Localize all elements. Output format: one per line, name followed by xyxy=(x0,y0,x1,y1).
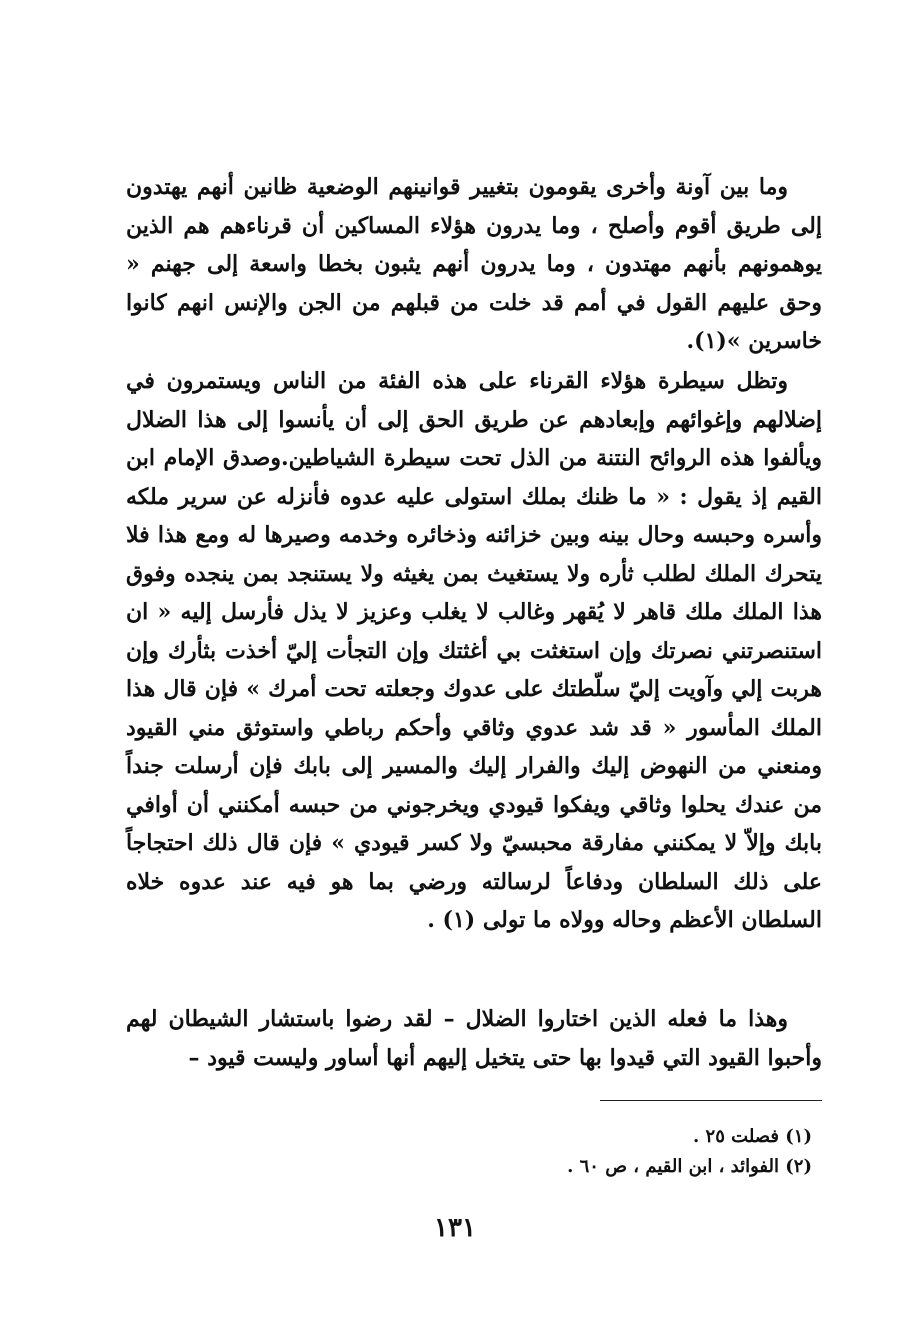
footnote-2: (٢) الفوائد ، ابن القيم ، ص ٦٠ . xyxy=(567,1156,812,1177)
body-paragraph-1 xyxy=(126,168,822,361)
page-number: ١٣١ xyxy=(434,1213,476,1243)
footnote-divider xyxy=(600,1100,822,1101)
paragraph-text: وهذا ما فعله الذين اختاروا الضلال – لقد رضوا باستشار الشيطان لهم وأحبوا القيود التي قيدوا بها حتى يتخيل إليهم أنها أساور وليست قيود – xyxy=(126,1006,822,1071)
footnote-1: (١) فصلت ٢٥ . xyxy=(693,1126,812,1147)
paragraph-text: وتظل سيطرة هؤلاء القرناء على هذه الفئة من الناس ويستمرون في إضلالهم وإغوائهم وإبعادهم عن طريق الحق إلى أن يأنسوا إلى هذا الضلال ويألفوا هذه الروائح النتنة من الذل تحت سيطرة الشياطين.وصدق الإمام ابن القيم إذ يقول : « ما ظنك بملك استولى عليه عدوه فأنزله عن سرير ملكه وأسره وحبسه وحال بينه وبين خزائنه وذخائره وخدمه وصيرها له ومع هذا فلا يتحرك الملك لطلب ثأره ولا يستغيث بمن يغيثه ولا يستنجد بمن ينجده وفوق هذا الملك ملك قاهر لا يُقهر وغالب لا يغلب وعزيز لا يذل فأرسل إليه « ان استنصرتني نصرتك وإن استغثت بي أغثتك وإن التجأت إليّ أخذت بثأرك وإن هربت إلي وآويت إليّ سلّطتك على عدوك وجعلته تحت أمرك » فإن قال هذا الملك المأسور « قد شد عدوي وثاقي وأحكم رباطي واستوثق مني القيود ومنعني من النهوض إليك والفرار إليك والمسير إلى بابك فإن أرسلت جنداً من عندك يحلوا وثاقي ويفكوا قيودي ويخرجوني من حبسه أمكنني أن أوافي بابك وإلاّ لا يمكنني مفارقة محبسيّ ولا كسر قيودي » فإن قال ذلك احتجاجاً على ذلك السلطان ودفاعاً لرسالته ورضي بما هو فيه عند عدوه خلاه السلطان الأعظم وحاله وولاه ما تولى (١) . xyxy=(126,368,822,933)
body-paragraph-3 xyxy=(126,1000,822,1077)
footnotes-section xyxy=(380,1122,812,1182)
body-paragraph-2 xyxy=(126,362,822,940)
paragraph-text: وما بين آونة وأخرى يقومون بتغيير قوانينهم الوضعية ظانين أنهم يهتدون إلى طريق أقوم وأصلح ، وما يدرون هؤلاء المساكين أن قرناءهم هم الذين يوهمونهم بأنهم مهتدون ، وما يدرون أنهم يثبون بخطا واسعة إلى جهنم « وحق عليهم القول في أمم قد خلت من قبلهم من الجن والإنس انهم كانوا خاسرين »(١). xyxy=(126,174,822,354)
